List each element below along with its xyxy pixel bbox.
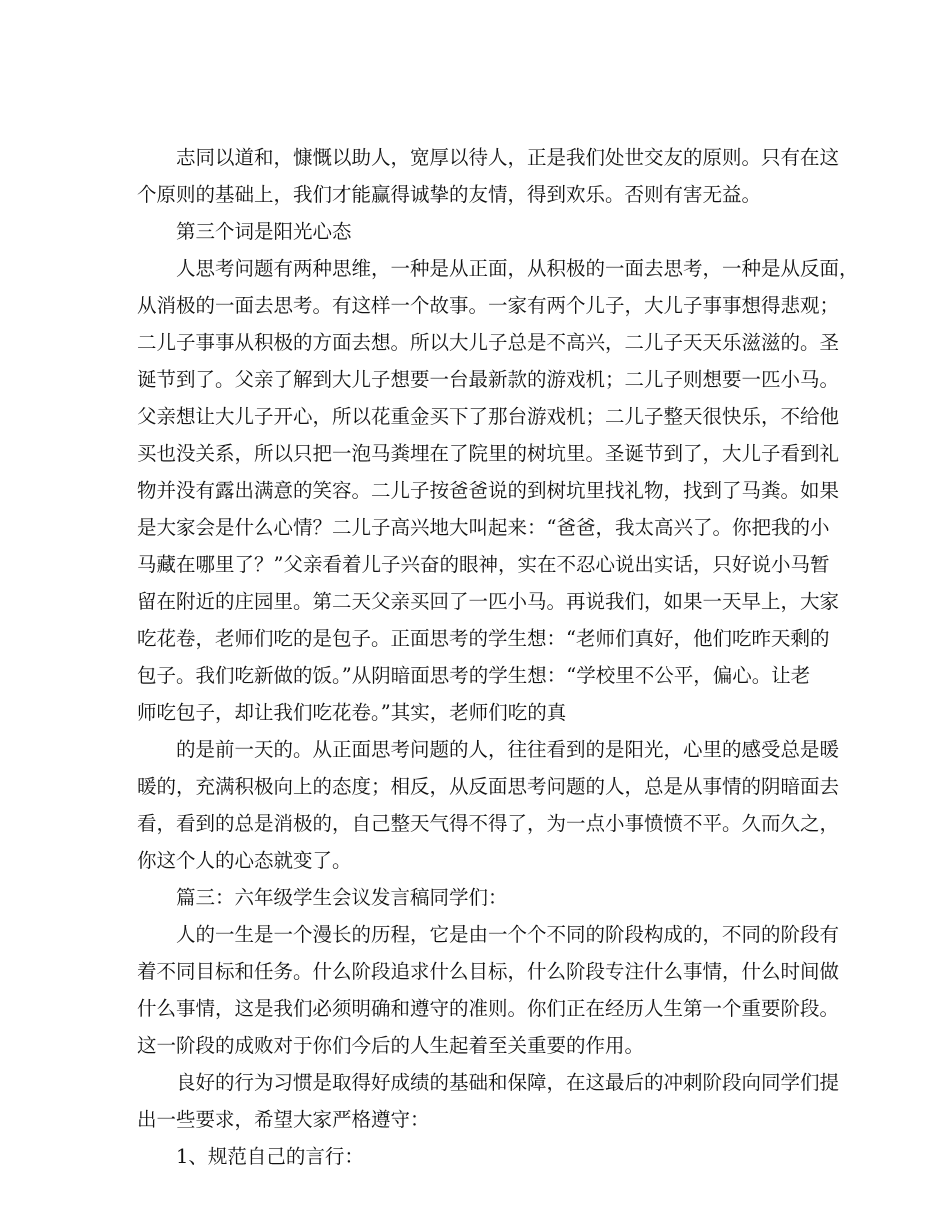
paragraph-line: 二儿子事事从积极的方面去想。所以大儿子总是不高兴，二儿子天天乐滋滋的。圣: [137, 331, 840, 354]
paragraph-line: 买也没关系，所以只把一泡马粪埋在了院里的树坑里。圣诞节到了，大儿子看到礼: [137, 442, 840, 465]
paragraph-line: 是大家会是什么心情？二儿子高兴地大叫起来：“爸爸，我太高兴了。你把我的小: [137, 516, 830, 539]
paragraph-line: 父亲想让大儿子开心，所以花重金买下了那台游戏机；二儿子整天很快乐，不给他: [137, 405, 840, 428]
paragraph-line: 看，看到的总是消极的，自己整天气得不得了，为一点小事愤愤不平。久而久之，: [137, 812, 840, 835]
paragraph-line: 物并没有露出满意的笑容。二儿子按爸爸说的到树坑里找礼物，找到了马粪。如果: [137, 479, 840, 502]
paragraph-line: 着不同目标和任务。什么阶段追求什么目标，什么阶段专注什么事情，什么时间做: [137, 960, 840, 983]
paragraph-line: 吃花卷，老师们吃的是包子。正面思考的学生想：“老师们真好，他们吃昨天剩的: [137, 627, 830, 650]
paragraph-line: 从消极的一面去思考。有这样一个故事。一家有两个儿子，大儿子事事想得悲观；: [137, 294, 840, 317]
paragraph-line: 出一些要求，希望大家严格遵守：: [137, 1108, 430, 1131]
paragraph-line: 的是前一天的。从正面思考问题的人，往往看到的是阳光，心里的感受总是暖: [176, 738, 840, 761]
paragraph-line: 个原则的基础上，我们才能赢得诚挚的友情，得到欢乐。否则有害无益。: [137, 183, 762, 206]
paragraph-line: 你这个人的心态就变了。: [137, 849, 352, 872]
paragraph-line: 包子。我们吃新做的饭。”从阴暗面思考的学生想：“学校里不公平，偏心。让老: [137, 664, 811, 687]
paragraph-line: 人的一生是一个漫长的历程，它是由一个个不同的阶段构成的，不同的阶段有: [176, 923, 840, 946]
paragraph-line: 良好的行为习惯是取得好成绩的基础和保障，在这最后的冲刺阶段向同学们提: [176, 1071, 840, 1094]
paragraph-line: 人思考问题有两种思维，一种是从正面，从积极的一面去思考，一种是从反面，: [176, 257, 859, 280]
section-heading: 篇三：六年级学生会议发言稿同学们：: [176, 886, 508, 909]
paragraph-line: 志同以道和，慷慨以助人，宽厚以待人，正是我们处世交友的原则。只有在这: [176, 146, 840, 169]
paragraph-line: 马藏在哪里了？”父亲看着儿子兴奋的眼神，实在不忍心说出实话，只好说小马暂: [137, 553, 830, 576]
paragraph-line: 什么事情，这是我们必须明确和遵守的准则。你们正在经历人生第一个重要阶段。: [137, 997, 840, 1020]
paragraph-line: 诞节到了。父亲了解到大儿子想要一台最新款的游戏机；二儿子则想要一匹小马。: [137, 368, 840, 391]
paragraph-line: 这一阶段的成败对于你们今后的人生起着至关重要的作用。: [137, 1034, 645, 1057]
section-heading: 第三个词是阳光心态: [176, 220, 352, 243]
paragraph-line: 留在附近的庄园里。第二天父亲买回了一匹小马。再说我们，如果一天早上，大家: [137, 590, 840, 613]
paragraph-line: 师吃包子，却让我们吃花卷。”其实，老师们吃的真: [137, 701, 567, 724]
paragraph-line: 暖的，充满积极向上的态度；相反，从反面思考问题的人，总是从事情的阴暗面去: [137, 775, 840, 798]
list-item: 1、规范自己的言行：: [176, 1145, 364, 1168]
